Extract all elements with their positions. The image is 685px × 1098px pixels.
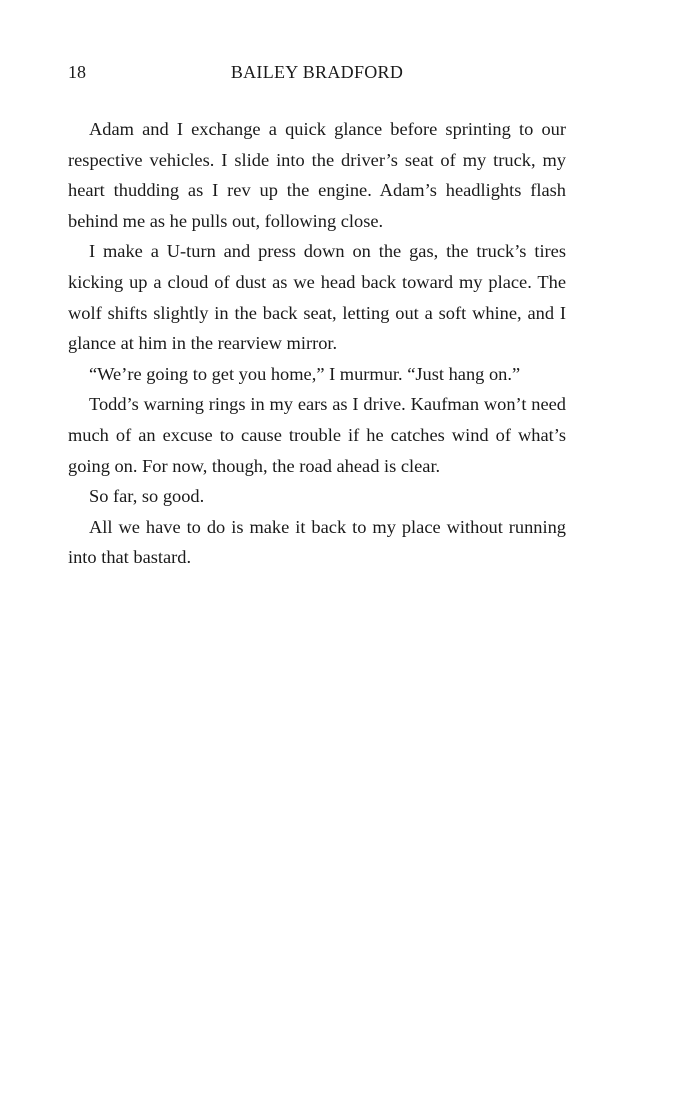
paragraph: I make a U-turn and press down on the gas, the truck’s tires kicking up a cloud of dust as we head back toward my place. The wolf shifts slightly in the back seat, letting out a soft whine, and I glance at him in the rearview mirror. xyxy=(68,241,566,354)
paragraph: Todd’s warning rings in my ears as I drive. Kaufman won’t need much of an excuse to cause trouble if he catches wind of what’s going on. For now, though, the road ahead is clear. xyxy=(68,394,566,476)
paragraph: So far, so good. xyxy=(89,486,205,507)
page-number: 18 xyxy=(68,62,86,82)
paragraph: “We’re going to get you home,” I murmur. “Just hang on.” xyxy=(89,363,521,384)
running-head xyxy=(68,60,566,84)
author-name-header: BAILEY BRADFORD xyxy=(230,62,404,82)
body-text xyxy=(68,114,566,573)
paragraph: Adam and I exchange a quick glance before sprinting to our respective vehicles. I slide into the driver’s seat of my truck, my heart thudding as I rev up the engine. Adam’s headlights flash behind me as he pulls out, following close. xyxy=(68,119,566,231)
paragraph: All we have to do is make it back to my place without running into that bastard. xyxy=(68,516,566,568)
